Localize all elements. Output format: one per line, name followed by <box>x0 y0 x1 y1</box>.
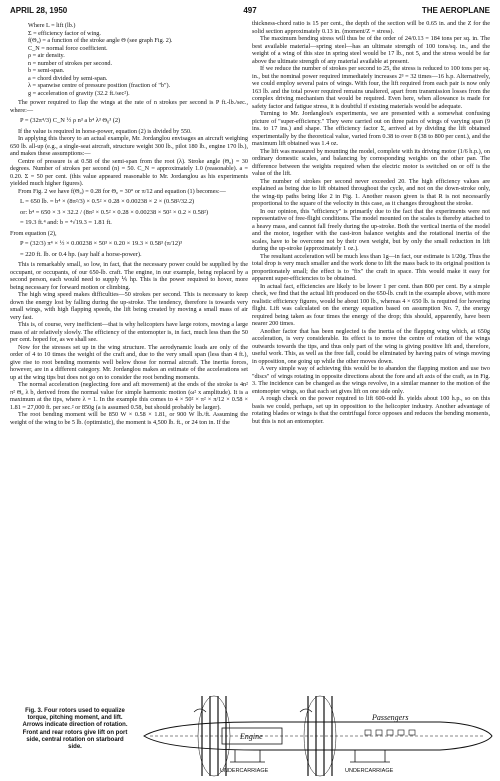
magazine-title: THE AEROPLANE <box>421 6 490 15</box>
paragraph: If we reduce the number of strokes per second to 25, the stress is reduced to 100 tons per sq. in., but the nominal power required immediately increases 2³ = 32 times—16 h.p. Alternatively, we could employ several pairs of wings. With four, the lift required from each pair is now only 163 lb. and the total power required remains unaltered, apart from transmission losses from the complex driving mechanism that would be required. Even here, when allowance is made for safety factor and fatigue stress, it is doubtful if existing materials would be adequate. <box>252 65 490 110</box>
equation-b-result: = 19.3 ft.⁴ and: b = ⁴√19.3 = 1.81 ft. <box>20 219 112 226</box>
definition: g = acceleration of gravity (32.2 ft./sec²). <box>28 89 130 97</box>
definition: f(Θ₀) = a function of the stroke angle Θ (see graph Fig. 2). <box>28 37 173 44</box>
figure-3-diagram <box>140 690 495 778</box>
right-column <box>252 20 490 640</box>
equation-lift: L = 650 lb. = b⁴ × (8π²/3) × 0.5² × 0.28 × 0.00238 × 2 × (0.58²/32.2) <box>20 198 195 205</box>
figure-caption: Fig. 3. Four rotors used to equalize torque, pitching moment, and lift. Arrows indicate direction of rotation. Front and rear rotors give lift on port side, central rotation on starboard side. <box>22 708 128 751</box>
paragraph: The resultant acceleration will be much less than 1g—in fact, our estimate is 1/20g. Thus the total drop is very much smaller and the work done to lift the mass back to its original position is proportionately small; the effect is to "fix" the craft in space. This would make it easy for apparent super-efficiencies to be obtained. <box>252 252 490 282</box>
paragraph: The root bending moment will be 850 W × 0.58 × 1.81, or 900 W lb./ft. Assuming the weight of the wing to be 5 lb. (optimistic), the moment is 4,500 lb. ft., or 24 ton in. If the <box>10 411 248 426</box>
undercarriage-label-right: UNDERCARRIAGE <box>345 768 394 774</box>
paragraph: The high wing speed makes difficulties—50 strokes per second. This is necessary to keep down the energy lost by falling during the up-stroke. The tendency, therefore is towards very small wings, with high flapping speeds, the lift being created by moving a small mass of air very fast. <box>10 291 248 321</box>
equation-power-result: P = (32/3) π⁴ × ½ × 0.00238 × 50³ × 0.20 × 19.3 × 0.58³ (π/12)³ <box>20 240 183 247</box>
paragraph: In our opinion, this "efficiency" is primarily due to the fact that the experiments were not representative of free-flight conditions. The model mounted on the scales is thereby attached to a heavy mass, and cannot fall freely during the up-stroke. Both the vertical inertia of the model and the motor, together with the cast-iron balance weights and the rotational inertia of the scales, have to be overcome not by their own weight, but by only the small reduction in lift during the up-stroke (approximately 1 oz.). <box>252 207 490 252</box>
paragraph: A rough check on the power required to lift 600-odd lb. yields about 100 h.p., so on this basis we could, perhaps, set up in opposition to the helicopter industry. Another advantage of rotating blades or wings is that the centrifugal force opposes and reduces the bending moments, but this is not an entomopter. <box>252 395 490 425</box>
page-header <box>10 6 490 18</box>
undercarriage-left <box>230 750 265 762</box>
paragraph: From equation (2), <box>10 229 57 237</box>
paragraph: From Fig. 2 we have f(Θ₀) = 0.28 for Θ₀ = 30° or π/12 and equation (1) becomes:— <box>18 187 226 195</box>
paragraph: Now for the stresses set up in the wing structure. The aerodynamic loads are only of the order of 4 to 10 times the weight of the craft and, due to the very small span (less than 4 ft.), give rise to root bending moments well below those for normal aircraft. The inertia forces, however, are in a different category. Mr. Jordanglou makes an estimate of the accelerations set up at the wing tips but does not go on to consider the root bending moments. <box>10 343 248 381</box>
definitions-list <box>28 22 248 97</box>
definition: Where L = lift (lb.) <box>28 22 76 29</box>
paragraph: Centre of pressure is at 0.58 of the semi-span from the root (λ). Stroke angle (Θ₀) = 30 degrees. Number of strokes per second (n) = 50. C_N = approximately 1.0 (reasonable). a = 0.20. Σ = 50 per cent. (this value appeared reasonable to Mr. Jordanglou as his experiments yielded much higher figures). <box>10 157 248 187</box>
paragraph: The lift was measured by mounting the model, complete with its driving motor (1/6 h.p.), on ordinary domestic scales, and balancing by corresponding weights on the other pan. The difference between the weights required when the electric motor is switched on or off is the value of the lift. <box>252 147 490 177</box>
paragraph: This is, of course, very inefficient—that is why helicopters have large rotors, moving a large mass of air relatively slowly. The efficiency of the entomopter is, in fact, much less than the 50 per cent. hoped for, as we shall see. <box>10 321 248 343</box>
definition: b = semi-span. <box>28 67 65 74</box>
paragraph: The maximum bending stress will thus be of the order of 24/0.13 = 184 tons per sq. in. The best available material—spring steel—has an ultimate strength of 100 tons/sq. in., and the weight of a wing of this size in spring steel would be 17 lb., not 5, and the stress would be far above the ultimate strength of any material available at present. <box>252 35 490 65</box>
undercarriage-label-left: UNDERCARRIAGE <box>220 768 269 774</box>
rotation-arrow <box>194 709 206 712</box>
paragraph: In actual fact, efficiencies are likely to be lower 1 per cent. than 800 per cent. By a simple check, we find that the actual lift produced on the 650-lb. craft in the example above, with more realistic efficiency figures, would be about 100 lb., whereas 4 × 650 lb. is required for hovering flight. Lift was calculated on the energy equation based on assumption No. 7, the energy required being taken as four times the energy of the drop; this should, apparently, have been nearer 200 times. <box>252 282 490 327</box>
definition: Σ = efficiency factor of wing. <box>28 29 101 37</box>
equation-b4: or: b⁴ = 650 × 3 × 32.2 / (8π² × 0.5² × 0.28 × 0.00238 × 50² × 0.2 × 0.58²) <box>20 208 209 216</box>
definition: λ = spanwise centre of pressure position (fraction of "b"). <box>28 82 171 89</box>
paragraph: Turning to Mr. Jordanglou's experiments, we are presented with a somewhat confusing picture of "super-efficiency." They were carried out on three pairs of wings of varying span (9 ins. to 17 ins.) and shape. The efficiency factor Σ, arrived at by dividing the lift obtained experimentally by the theoretical value, varied from 0.38 to over 8 (38 to 800 per cent.), and the maximum lift obtained was 1.4 oz. <box>252 110 490 147</box>
paragraph: The power required to flap the wings at the rate of n strokes per second is P ft.-lb./sec., where:— <box>10 99 248 114</box>
issue-date: APRIL 28, 1950 <box>10 6 68 15</box>
paragraph: If the value is required in horse-power, equation (2) is divided by 550. <box>18 127 192 135</box>
definition: C_N = normal force coefficient. <box>28 44 108 52</box>
left-column <box>10 20 248 700</box>
definition: n = number of strokes per second. <box>28 59 113 67</box>
paragraph: The normal acceleration (neglecting fore and aft movement) at the ends of the stroke is 4n² π² Θ₀ λ b, derived from the normal value for simple harmonic motion (ω² x amplitude). It is a maximum at the tips, where λ = 1. In the example this comes to 4 × 50² × π² × π/12 × 0.58 × 1.81 = 27,000 ft. per sec.² or 850g (a is assumed 0.58, but should probably be larger). <box>10 381 248 411</box>
equation-power: P = (32π⁴/3) C_N ½ ρ n³ a b⁴ λ³ Θ₀³ (2) <box>20 117 121 124</box>
definition: ρ = air density. <box>28 52 65 59</box>
paragraph: The number of strokes per second never exceeded 20. The high efficiency values are explained as being due to lift obtained throughout the cycle, and not on the down-stroke only, the wing-tip paths being like 2 in Fig. 1. Another reason given is that R is not necessarily proportional to the square of the velocity in this case, as it changes throughout the stroke. <box>252 177 490 207</box>
paragraph: In applying this theory to an actual example, Mr. Jordanglou envisages an aircraft weighing 650 lb. all-up (e.g., a single-seat aircraft, structure weight 300 lb., pilot 180 lb., engine 170 lb.), and makes these assumptions:— <box>10 135 248 157</box>
paragraph: thickness-chord ratio is 15 per cent., the depth of the section will be 0.65 in. and the Z for the solid section approximately 0.13 in. (moment/Z = stress). <box>252 20 490 35</box>
undercarriage-right <box>350 750 390 762</box>
rotation-arrow <box>300 709 312 712</box>
engine-label: Engine <box>240 732 263 741</box>
paragraph: This is remarkably small, so low, in fact, that the necessary power could be supplied by the occupant, or occupants, of our 650-lb. craft. The engine, in our example, being replaced by a second person, each would need to supply ⅕ hp. This is the power required to hover, more being necessary for forward motion or climbing. <box>10 261 248 291</box>
definition: a = chord divided by semi-span. <box>28 74 108 82</box>
page-number: 497 <box>243 6 257 15</box>
paragraph: A very simple way of achieving this would be to abandon the flapping motion and use two "discs" of wings rotating in opposite directions about the fore and aft axis of the craft, as in Fig. 3. The incidence can be changed as the wings revolve, in a similar manner to the motion of the entomopter wings, so that each set gives lift on one side only. <box>252 365 490 395</box>
passengers-label: Passengers <box>372 713 409 722</box>
equation-power-value: = 220 ft. lb. or 0.4 hp. (say half a horse-power). <box>20 250 142 258</box>
cabin-windows <box>365 730 415 735</box>
paragraph: Another factor that has been neglected is the inertia of the flapping wing which, at 650g acceleration, is very considerable. Its effect is to move the centre of rotation of the wings outwards towards the tips, and thus only part of the wing is giving positive lift and, therefore, useful work. This, as well as the free fall, could be eliminated by having pairs of wings moving in opposition, one going up while the other moves down. <box>252 327 490 365</box>
